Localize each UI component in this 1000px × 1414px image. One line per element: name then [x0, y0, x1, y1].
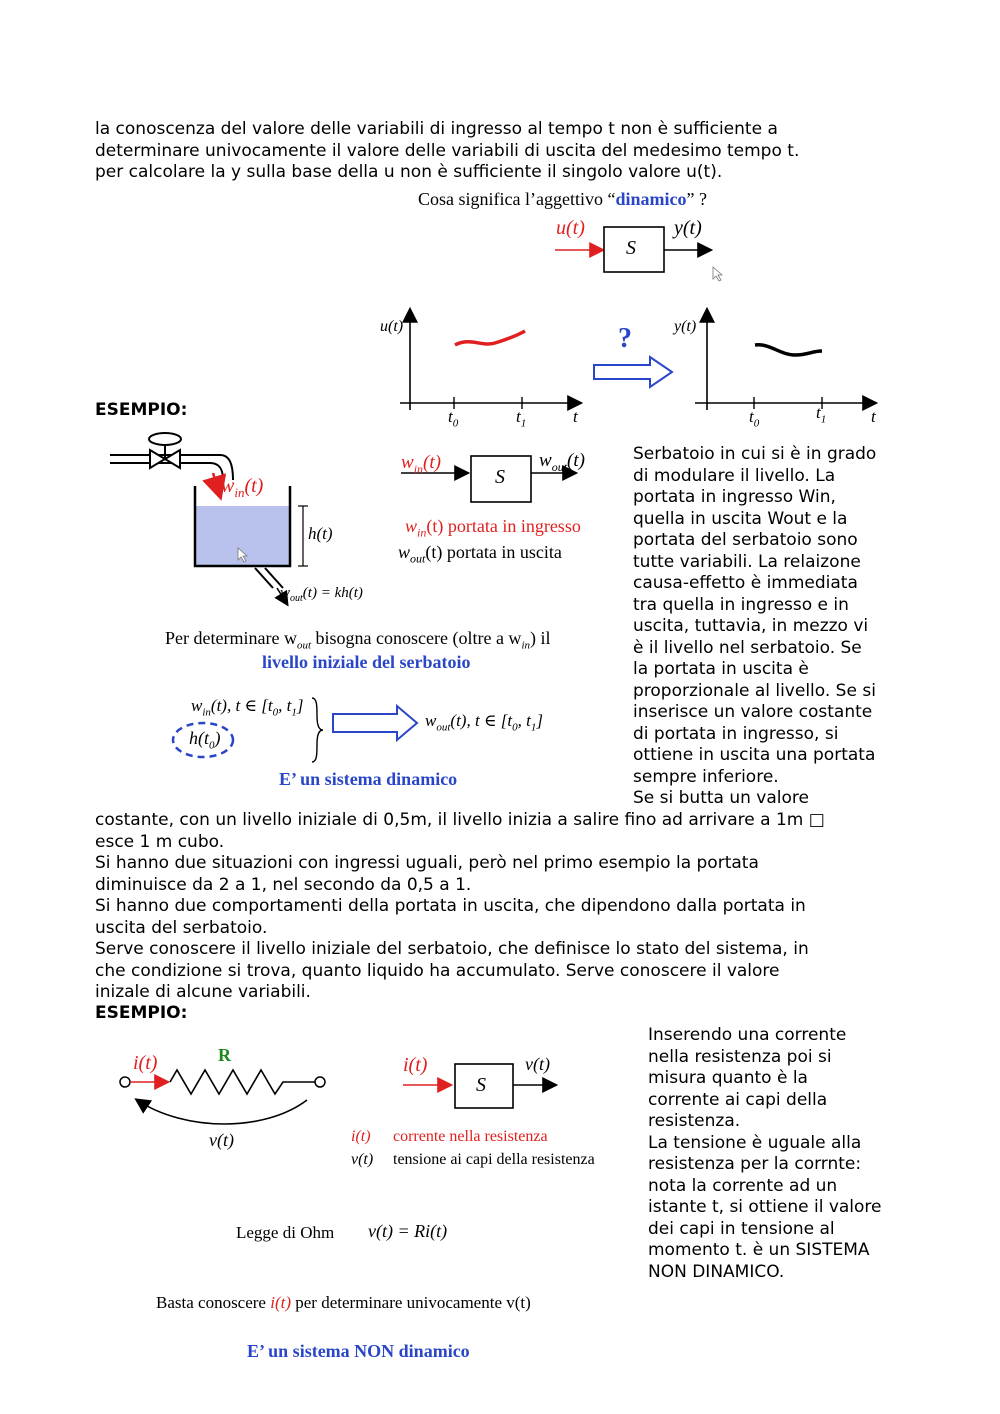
tank-explanation-line: portata del serbatoio sono	[633, 530, 858, 550]
tank-explanation-line: uscita, tuttavia, in mezzo vi	[633, 616, 869, 636]
body-paragraph-line: Si hanno due comportamenti della portata in uscita, che dipendono dalla portata in	[95, 896, 806, 916]
tank-sentence-mid: bisogna conoscere (oltre a w	[311, 628, 522, 648]
tank-sentence	[165, 628, 551, 652]
resistor-explanation-line: dei capi in tensione al	[648, 1218, 835, 1239]
resistor-sentence-post: per determinare univocamente v(t)	[291, 1293, 531, 1312]
t1-symbol: t	[516, 407, 521, 426]
tank-explanation-line: inserisce un valore costante	[633, 702, 873, 722]
tank-level-label: h(t)	[308, 524, 333, 543]
t0-symbol: t	[448, 407, 453, 426]
win-subscript: in	[234, 485, 245, 500]
in-symbol: w	[401, 452, 414, 473]
input-interval	[191, 696, 303, 718]
non-dynamic-conclusion: E’ un sistema NON dinamico	[247, 1341, 470, 1361]
dynamic-question-title	[418, 189, 707, 210]
body-paragraph-line: Si hanno due situazioni con ingressi uguali, però nel primo esempio la portata	[95, 853, 759, 873]
legend-in-subscript: in	[417, 525, 427, 540]
interval-sub0: 0	[272, 706, 279, 719]
intro-line-2: determinare univocamente il valore delle variabili di uscita del medesimo tempo t.	[95, 141, 800, 161]
output-sub0: 0	[512, 721, 518, 734]
legend-inflow	[405, 516, 581, 541]
resistor-explanation-line: nella resistenza poi si	[648, 1046, 832, 1067]
tank-explanation-line: tutte variabili. La relaizone	[633, 551, 861, 572]
body-paragraph-line: Serve conoscere il livello iniziale del serbatoio, che definisce lo stato del sistema, in	[95, 939, 809, 959]
legend-outflow	[398, 542, 562, 567]
output-w-sub: out	[436, 721, 451, 734]
current-label: i(t)	[133, 1052, 158, 1074]
title-keyword: dinamico	[615, 189, 687, 209]
interval-w-sub: in	[202, 706, 211, 719]
tank-explanation-line: portata in ingresso Win,	[633, 487, 836, 507]
output-w-rest3: ]	[536, 711, 543, 730]
initial-level	[189, 728, 221, 752]
out-arg: (t)	[567, 450, 585, 471]
resistor-explanation-line: resistenza per la corrnte:	[648, 1154, 862, 1174]
legend-current-text: corrente nella resistenza	[393, 1128, 548, 1145]
resistor-explanation-line: momento t. è un SISTEMA	[648, 1240, 870, 1260]
tank-system-block-label: S	[495, 466, 505, 488]
left-t-axis-label: t	[573, 407, 578, 426]
in-subscript: in	[413, 461, 424, 476]
t0-subscript: 0	[452, 417, 459, 430]
output-w: w	[425, 711, 437, 730]
resistor-block-input-label: i(t)	[403, 1054, 428, 1076]
block-output-label	[539, 450, 585, 475]
resistor-sentence	[156, 1293, 531, 1313]
in-arg: (t)	[423, 452, 441, 473]
system-block-label: S	[626, 237, 636, 259]
dynamic-concept-figure	[370, 185, 890, 435]
resistor-figure	[115, 1040, 635, 1370]
resistor-label: R	[218, 1045, 231, 1065]
dynamic-concept-drawing	[370, 185, 890, 435]
interval-w-rest: (t), t ∈ [t	[210, 696, 273, 715]
left-t0-label	[448, 407, 458, 429]
body-paragraph-line: che condizione si trova, quanto liquido ha accumulato. Serve conoscere il valore	[95, 960, 780, 981]
legend-voltage-symbol: v(t)	[351, 1151, 374, 1168]
right-t1-label	[816, 403, 826, 425]
ohm-law-label: Legge di Ohm	[236, 1223, 335, 1242]
example-1-heading: ESEMPIO:	[95, 400, 188, 420]
legend-voltage-text: tensione ai capi della resistenza	[393, 1151, 595, 1168]
win-arg: (t)	[244, 475, 264, 497]
tank-explanation-line: Serbatoio in cui si è in grado	[633, 444, 877, 464]
voltage-label: v(t)	[209, 1130, 234, 1150]
tank-explanation-line: di modulare il livello. La	[633, 465, 836, 486]
block-input-label	[401, 452, 441, 477]
right-plot-ylabel: y(t)	[674, 318, 697, 335]
input-signal-label: u(t)	[556, 217, 585, 239]
tank-explanation-line: tra quella in ingresso e in	[633, 594, 849, 615]
initial-level-close: )	[214, 728, 221, 748]
tank-sentence-pre: Per determinare w	[165, 628, 297, 648]
left-plot-ylabel: u(t)	[380, 318, 404, 335]
tank-sentence-keyword: livello iniziale del serbatoio	[262, 652, 471, 672]
legend-inflow-text: (t) portata in ingresso	[426, 516, 581, 536]
question-mark: ?	[618, 323, 632, 354]
output-sub1: 1	[530, 721, 537, 734]
output-signal-label: y(t)	[674, 217, 702, 239]
interval-w-rest2: , t	[278, 696, 292, 715]
resistor-explanation-line: istante t, si ottiene il valore	[648, 1197, 882, 1217]
body-paragraph-line: esce 1 m cubo.	[95, 831, 225, 852]
title-text-pre: Cosa significa l’aggettivo “	[418, 189, 616, 209]
wout-subscript: out	[290, 593, 303, 604]
interval-w-rest3: ]	[296, 696, 304, 715]
tank-explanation-line: Se si butta un valore	[633, 788, 809, 808]
tank-explanation-line: sempre inferiore.	[633, 766, 779, 787]
initial-level-h: h(t	[189, 728, 209, 748]
legend-current-symbol: i(t)	[351, 1128, 371, 1145]
resistor-explanation-line: resistenza.	[648, 1111, 741, 1131]
resistor-explanation-line: corrente ai capi della	[648, 1089, 828, 1110]
body-paragraph-line: diminuisce da 2 a 1, nel secondo da 0,5 a 1.	[95, 874, 472, 895]
resistor-explanation-line: nota la corrente ad un	[648, 1175, 838, 1196]
tank-figure	[105, 428, 625, 798]
tank-inflow-label	[221, 475, 263, 501]
legend-out-symbol: w	[398, 542, 411, 562]
body-paragraph-line: uscita del serbatoio.	[95, 917, 268, 938]
t0-symbol: t	[749, 407, 754, 426]
t0-subscript: 0	[753, 417, 760, 430]
resistor-drawing	[115, 1040, 635, 1370]
resistor-explanation-line: Inserendo una corrente	[648, 1025, 847, 1045]
tank-outflow-equation	[280, 585, 363, 604]
ohm-law-equation: v(t) = Ri(t)	[368, 1221, 448, 1241]
interval-w: w	[191, 696, 203, 715]
legend-out-subscript: out	[410, 551, 426, 566]
wout-equation-rest: (t) = kh(t)	[302, 585, 363, 601]
tank-explanation-line: quella in uscita Wout e la	[633, 508, 848, 529]
output-interval	[425, 711, 543, 733]
out-symbol: w	[539, 450, 552, 471]
resistor-sentence-current: i(t)	[270, 1293, 292, 1312]
example-2-heading: ESEMPIO:	[95, 1003, 188, 1023]
tank-drawing	[105, 428, 625, 798]
right-t0-label	[749, 407, 759, 429]
title-text-post: ” ?	[686, 189, 707, 209]
tank-explanation-line: la portata in uscita è	[633, 659, 809, 679]
tank-explanation-line: di portata in ingresso, si	[633, 723, 839, 744]
t1-subscript: 1	[520, 417, 527, 430]
right-t-axis-label: t	[871, 407, 876, 426]
t1-subscript: 1	[820, 413, 827, 426]
resistor-system-block-label: S	[476, 1074, 486, 1096]
intro-line-3: per calcolare la y sulla base della u non è sufficiente il singolo valore u(t).	[95, 162, 723, 182]
resistor-explanation-line: La tensione è uguale alla	[648, 1132, 862, 1153]
legend-in-symbol: w	[405, 516, 418, 536]
out-subscript: out	[551, 459, 568, 474]
resistor-explanation-line: NON DINAMICO.	[648, 1261, 785, 1282]
tank-explanation-line: proporzionale al livello. Se si	[633, 680, 876, 701]
dynamic-conclusion: E’ un sistema dinamico	[279, 769, 458, 789]
resistor-explanation-line: misura quanto è la	[648, 1068, 808, 1088]
body-paragraph-line: inizale di alcune variabili.	[95, 982, 311, 1002]
tank-sentence-post: ) il	[530, 628, 551, 648]
resistor-block-output-label: v(t)	[525, 1054, 550, 1074]
tank-explanation-line: è il livello nel serbatoio. Se	[633, 637, 862, 658]
wout-symbol: w	[280, 585, 291, 601]
t1-symbol: t	[816, 403, 821, 422]
tank-explanation-line: causa-effetto è immediata	[633, 573, 858, 593]
tank-sentence-sub2: in	[521, 639, 530, 652]
resistor-sentence-pre: Basta conoscere	[156, 1293, 271, 1312]
output-w-rest2: , t	[517, 711, 531, 730]
body-paragraph-line: costante, con un livello iniziale di 0,5m, il livello inizia a salire fino ad arrivare a 1m □	[95, 810, 825, 830]
output-w-rest: (t), t ∈ [t	[450, 711, 513, 730]
intro-line-1: la conoscenza del valore delle variabili di ingresso al tempo t non è sufficiente a	[95, 119, 778, 139]
left-t1-label	[516, 407, 526, 429]
tank-sentence-sub: out	[296, 639, 312, 652]
win-symbol: w	[221, 475, 235, 497]
initial-level-sub0: 0	[209, 739, 215, 752]
interval-sub1: 1	[291, 706, 297, 719]
legend-outflow-text: (t) portata in uscita	[425, 542, 562, 562]
tank-explanation-line: ottiene in uscita una portata	[633, 745, 876, 765]
